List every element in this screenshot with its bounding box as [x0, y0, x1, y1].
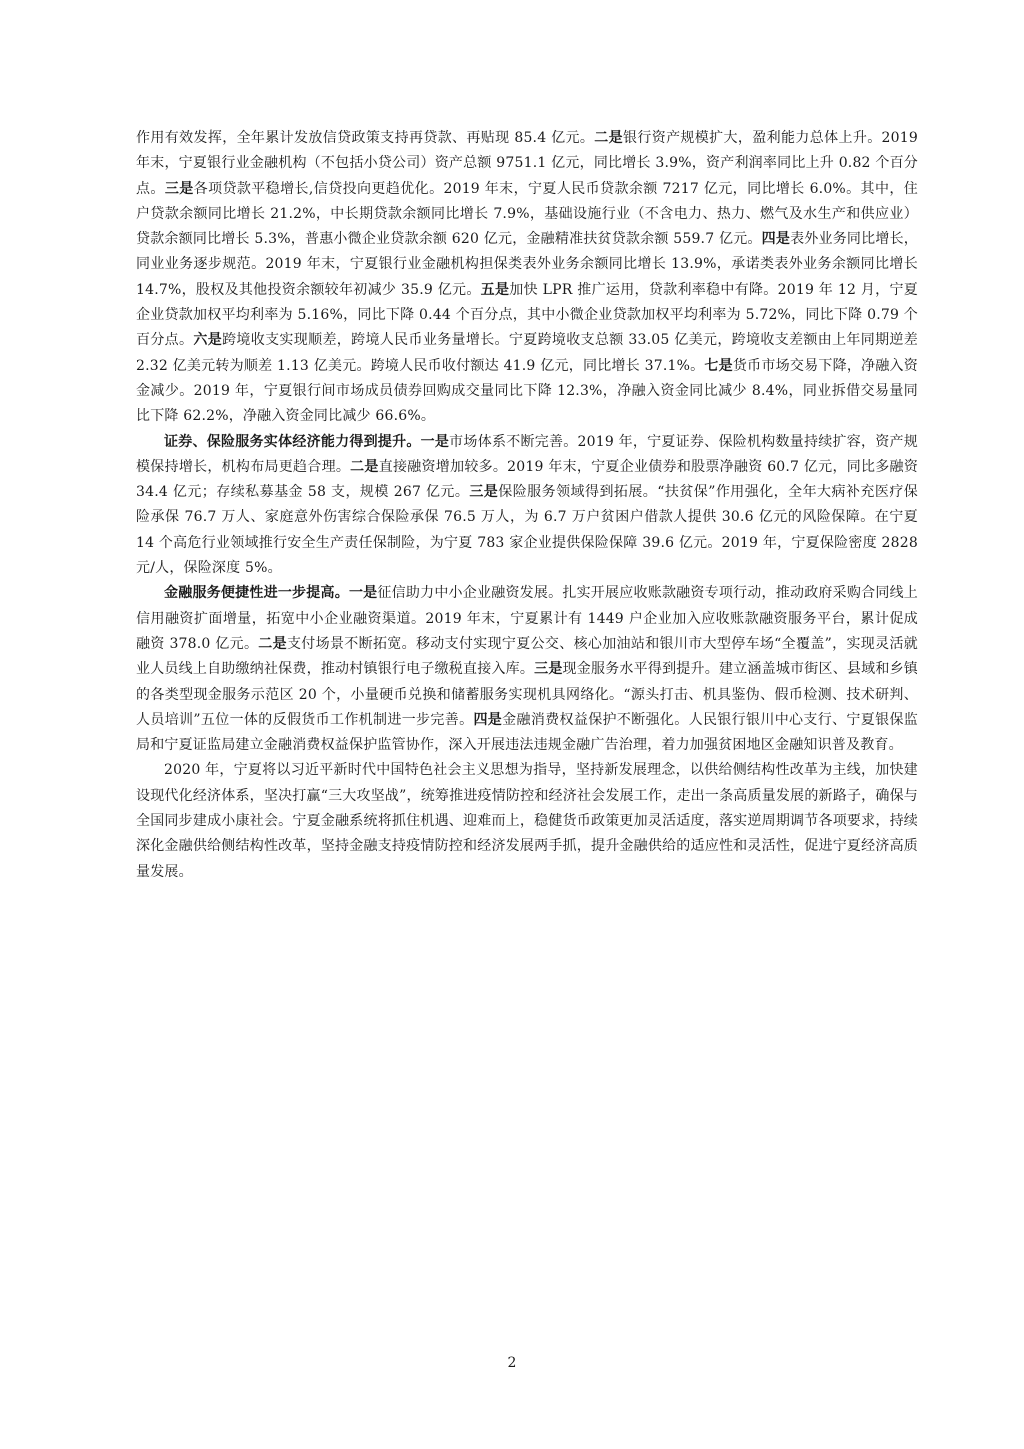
body-text: 直接融资增加较多。2019 年末，宁夏企业债券和股票净融资 60.7 亿元，同比多融资 34.4 亿元；存续私募基金 58 支，规模 267 亿元。: [136, 458, 919, 501]
body-text: 金融消费权益保护不断强化。人民银行银川中心支行、宁夏银保监局和宁夏证监局建立金融消费权益保护监管协作，深入开展违法违规金融广告治理，着力加强贫困地区金融知识普及教育。: [136, 711, 918, 754]
bold-heading-text: 四是: [761, 231, 791, 248]
bold-heading-text: 四是: [473, 711, 503, 728]
bold-heading-text: 二是: [594, 130, 623, 146]
bold-heading-text: 五是: [480, 281, 510, 298]
bold-heading-text: 金融服务便捷性进一步提高。一是: [164, 585, 378, 602]
body-text: 加快 LPR 推广运用，贷款利率稳中有降。2019 年 12 月，宁夏企业贷款加权平均利率为 5.16%，同比下降 0.44 个百分点，其中小微企业贷款加权平均利率为 5.72%，同比下降 0.79 个百分点。: [136, 281, 918, 349]
bold-heading-text: 证券、保险服务实体经济能力得到提升。一是: [164, 433, 450, 450]
body-text: 跨境收支实现顺差，跨境人民币业务量增长。宁夏跨境收支总额 33.05 亿美元，跨境收支差额由上年同期逆差 2.32 亿美元转为顺差 1.13 亿美元。跨境人民币收付额达 41.9 亿元，同比增长 37.1%。: [136, 332, 918, 374]
bold-heading-text: 二是: [350, 458, 379, 475]
body-text: 各项贷款平稳增长,信贷投向更趋优化。2019 年末，宁夏人民币贷款余额 7217 亿元，同比增长 6.0%。其中，住户贷款余额同比增长 21.2%，中长期贷款余额同比增长 7.9%，基础设施行业（不含电力、热力、燃气及水生产和供应业）贷款余额同比增长 5.3%，普惠小微企业贷款余额 620 亿元，金融精准扶贫贷款余额 559.7 亿元。: [136, 180, 918, 248]
body-text: 表外业务同比增长，同业业务逐步规范。2019 年末，宁夏银行业金融机构担保类表外业务余额同比增长 13.9%，承诺类表外业务余额同比增长 14.7%，股权及其他投资余额较年初减少 35.9 亿元。: [136, 231, 918, 298]
bold-heading-text: 三是: [164, 180, 194, 197]
bold-heading-text: 七是: [704, 357, 733, 374]
paragraph: [136, 581, 918, 758]
body-text: 市场体系不断完善。2019 年，宁夏证券、保险机构数量持续扩容，资产规模保持增长，机构布局更趋合理。: [136, 433, 919, 475]
paragraph: [136, 430, 918, 582]
page-number: 2: [507, 1355, 517, 1371]
bold-heading-text: 三是: [534, 661, 563, 678]
paragraph: [136, 758, 918, 884]
document-body: [136, 126, 918, 885]
bold-heading-text: 六是: [193, 332, 223, 349]
body-text: 现金服务水平得到提升。建立涵盖城市街区、县域和乡镇的各类型现金服务示范区 20 个，小量硬币兑换和储蓄服务实现机具网络化。“源头打击、机具鉴伪、假币检测、技术研判、人员培训”五位一体的反假货币工作机制进一步完善。: [136, 661, 918, 728]
body-text: 支付场景不断拓宽。移动支付实现宁夏公交、核心加油站和银川市大型停车场“全覆盖”，实现灵活就业人员线上自助缴纳社保费，推动村镇银行电子缴税直接入库。: [136, 635, 919, 678]
body-text: 征信助力中小企业融资发展。扎实开展应收账款融资专项行动，推动政府采购合同线上信用融资扩面增量，拓宽中小企业融资渠道。2019 年末，宁夏累计有 1449 户企业加入应收账款融资服务平台，累计促成融资 378.0 亿元。: [136, 585, 918, 652]
body-text: 2020 年，宁夏将以习近平新时代中国特色社会主义思想为指导，坚持新发展理念，以供给侧结构性改革为主线，加快建设现代化经济体系，坚决打赢“三大攻坚战”，统筹推进疫情防控和经济社会发展工作，走出一条高质量发展的新路子，确保与全国同步建成小康社会。宁夏金融系统将抓住机遇、迎难而上，稳健货币政策更加灵活适度，落实逆周期调节各项要求，持续深化金融供给侧结构性改革，坚持金融支持疫情防控和经济发展两手抓，提升金融供给的适应性和灵活性，促进宁夏经济高质量发展。: [136, 762, 918, 880]
body-text: 银行资产规模扩大，盈利能力总体上升。2019 年末，宁夏银行业金融机构（不包括小贷公司）资产总额 9751.1 亿元，同比增长 3.9%，资产利润率同比上升 0.82 个百分点。: [136, 130, 918, 197]
body-text: 保险服务领域得到拓展。“扶贫保”作用强化，全年大病补充医疗保险承保 76.7 万人、家庭意外伤害综合保险承保 76.5 万人，为 6.7 万户贫困户借款人提供 30.6 亿元的风险保障。在宁夏 14 个高危行业领域推行安全生产责任保制险，为宁夏 783 家企业提供保险保障 39.6 亿元。2019 年，宁夏保险密度 2828 元/人，保险深度 5%。: [136, 484, 918, 577]
bold-heading-text: 二是: [258, 635, 287, 652]
body-text: 货币市场交易下降，净融入资金减少。2019 年，宁夏银行间市场成员债券回购成交量同比下降 12.3%，净融入资金同比减少 8.4%，同业拆借交易量同比下降 62.2%，净融入资金同比减少 66.6%。: [136, 357, 919, 425]
body-text: 作用有效发挥，全年累计发放信贷政策支持再贷款、再贴现 85.4 亿元。: [136, 130, 595, 146]
bold-heading-text: 三是: [469, 484, 499, 501]
paragraph: [136, 126, 918, 430]
